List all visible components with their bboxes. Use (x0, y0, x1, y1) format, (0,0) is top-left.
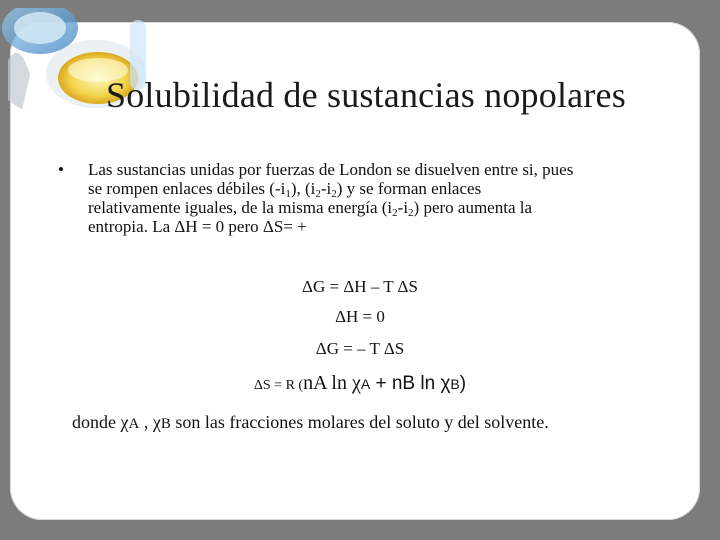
paragraph-line-2: se rompen enlaces débiles $(-i_1)$, $(i_2-i_2)$ y se forman enlaces (88, 179, 482, 200)
equation-enthalpy: ΔH = 0 (335, 307, 385, 326)
bullet-marker: • (58, 160, 64, 179)
equation-gibbs-reduced: ΔG = – T ΔS (315, 339, 405, 358)
slide-title: Solubilidad de sustancias nopolares (106, 75, 626, 115)
paragraph-line-1: Las sustancias unidas por fuerzas de London se disuelven entre si, pues (88, 160, 574, 179)
paragraph-line-4: entropia. La ΔH = 0 pero ΔS= + (88, 217, 307, 236)
mole-fraction-note: donde χA , χB son las fracciones molares del soluto y del solvente. (72, 412, 549, 432)
bullet-paragraph (88, 160, 678, 236)
paragraph-line-3: relativamente iguales, de la misma energía $(i_2-i_2)$ pero aumenta la (88, 198, 533, 219)
equation-entropy: ΔS = R (nA ln χA + nB ln χB) (253, 372, 467, 394)
equation-gibbs: ΔG = ΔH – T ΔS (302, 277, 418, 296)
